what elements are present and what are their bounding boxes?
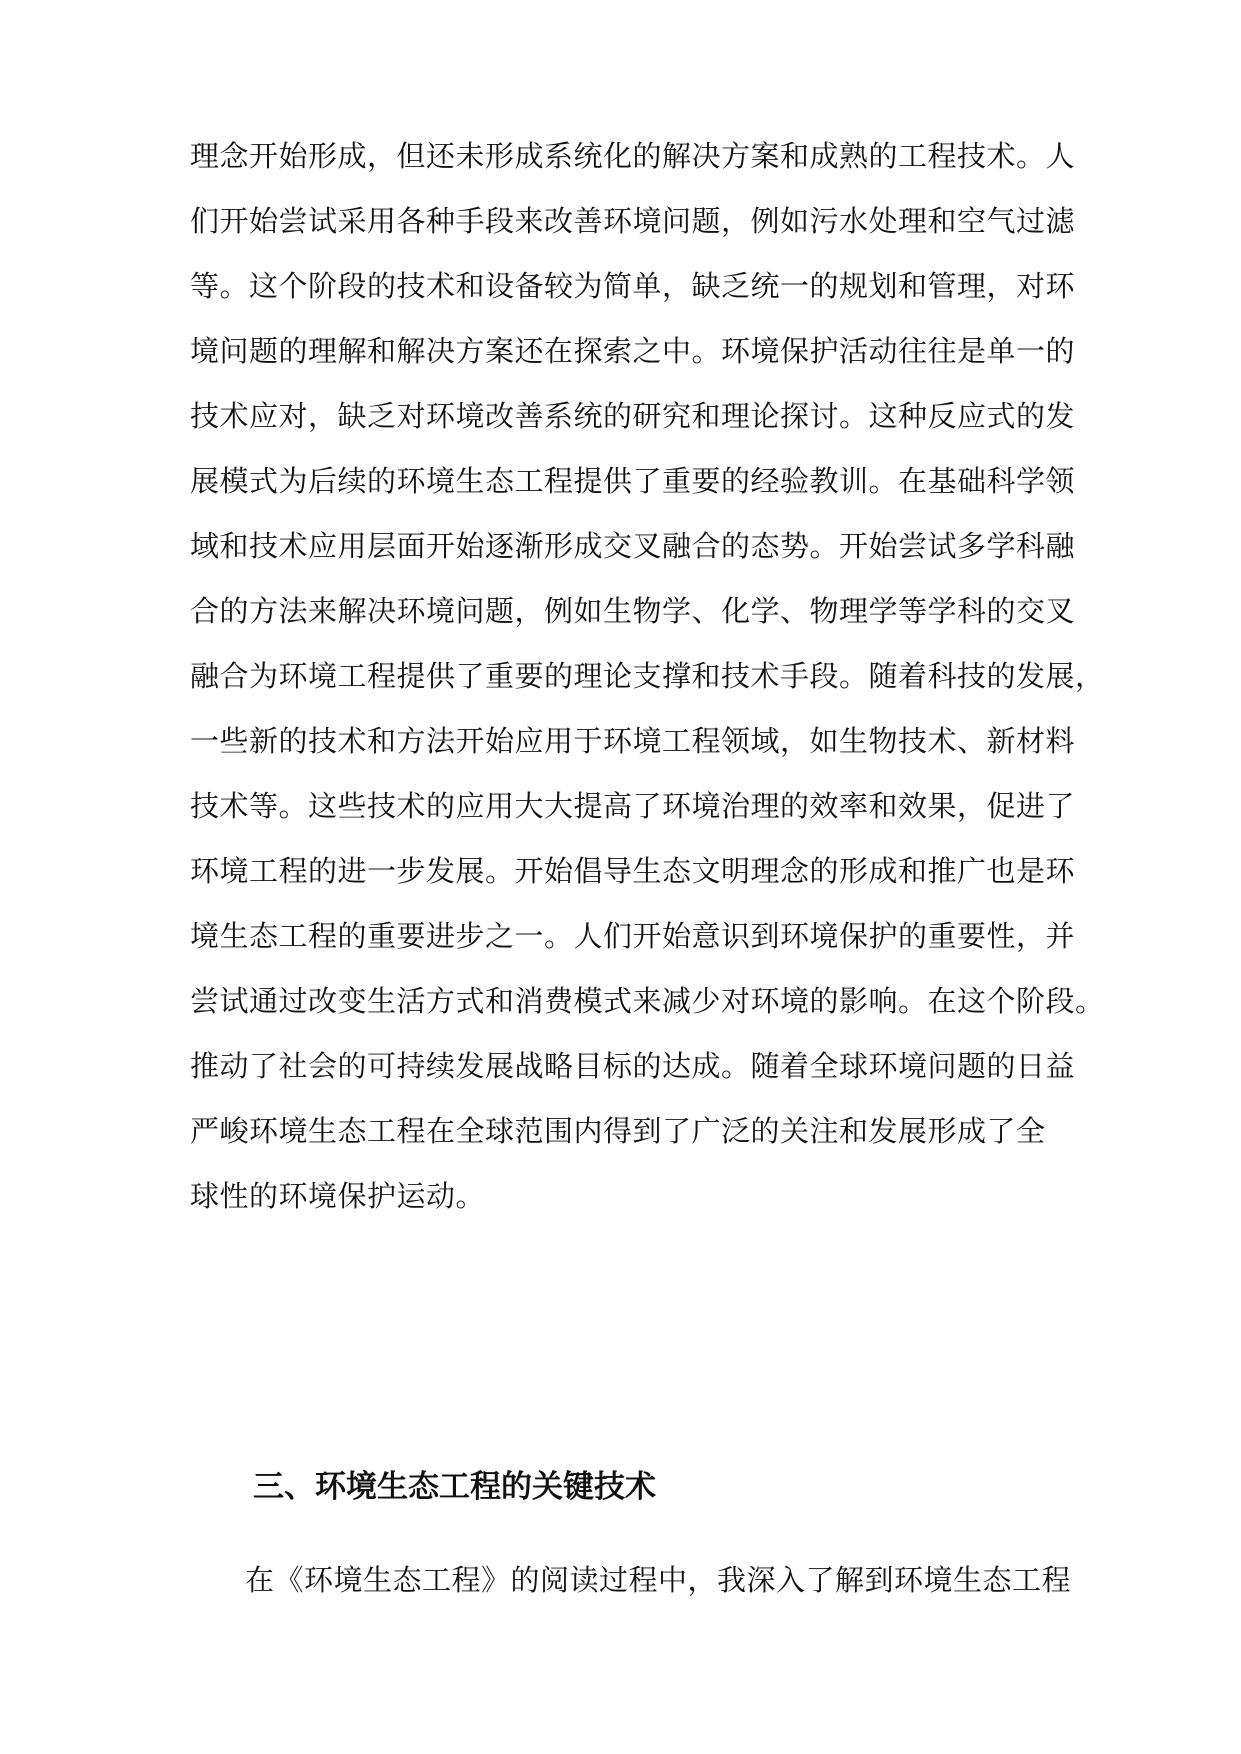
body-text-line: 技术等。这些技术的应用大大提高了环境治理的效率和效果，促进了 [190,789,1076,823]
body-text-line: 融合为环境工程提供了重要的理论支撑和技术手段。随着科技的发展， [190,659,1105,693]
body-text-line: 技术应对，缺乏对环境改善系统的研究和理论探讨。这种反应式的发 [190,399,1076,433]
body-text-line: 球性的环境保护运动。 [190,1179,486,1213]
body-text-line: 展模式为后续的环境生态工程提供了重要的经验教训。在基础科学领 [190,464,1076,498]
body-text-line: 理念开始形成，但还未形成系统化的解决方案和成熟的工程技术。人 [190,139,1076,173]
body-text-line: 们开始尝试采用各种手段来改善环境问题，例如污水处理和空气过滤 [190,204,1076,238]
body-text-line: 一些新的技术和方法开始应用于环境工程领域，如生物技术、新材料 [190,724,1076,758]
body-text-line: 境问题的理解和解决方案还在探索之中。环境保护活动往往是单一的 [190,334,1076,368]
body-text-line: 域和技术应用层面开始逐渐形成交叉融合的态势。开始尝试多学科融 [190,529,1076,563]
body-text-line: 环境工程的进一步发展。开始倡导生态文明理念的形成和推广也是环 [190,854,1076,888]
body-text-line: 合的方法来解决环境问题，例如生物学、化学、物理学等学科的交叉 [190,594,1076,628]
body-text-line: 尝试通过改变生活方式和消费模式来减少对环境的影响。在这个阶段。 [190,984,1105,1018]
body-text-line: 严峻环境生态工程在全球范围内得到了广泛的关注和发展形成了全 [190,1114,1046,1148]
body-text-line: 等。这个阶段的技术和设备较为简单，缺乏统一的规划和管理，对环 [190,269,1076,303]
body-text-line: 在《环境生态工程》的阅读过程中，我深入了解到环境生态工程 [245,1563,1072,1597]
section-heading: 三、环境生态工程的关键技术 [253,1469,656,1505]
body-text-line: 境生态工程的重要进步之一。人们开始意识到环境保护的重要性，并 [190,919,1076,953]
body-text-line: 推动了社会的可持续发展战略目标的达成。随着全球环境问题的日益 [190,1049,1076,1083]
